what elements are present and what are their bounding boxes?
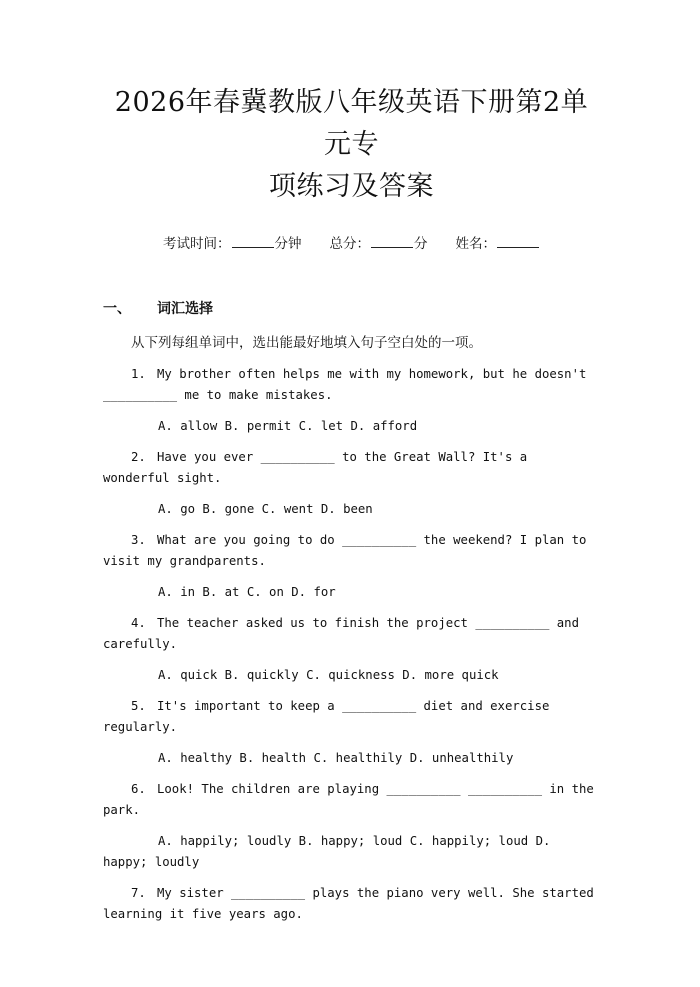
score-label: 总分： xyxy=(329,236,370,252)
document-title xyxy=(103,82,600,208)
score-unit: 分 xyxy=(414,236,428,252)
name-label: 姓名： xyxy=(455,236,496,252)
time-blank xyxy=(232,235,274,248)
question-options: A. in B. at C. on D. for xyxy=(158,585,336,599)
score-field xyxy=(330,232,428,252)
section-title: 词汇选择 xyxy=(157,301,213,317)
question-number: 4. xyxy=(131,616,146,630)
question-options: A. healthy B. health C. healthily D. unhealthily xyxy=(158,751,514,765)
section-number: 一、 xyxy=(103,301,131,317)
question-3 xyxy=(103,530,600,603)
question-text: My sister __________ plays the piano very well. She started learning it five years ago. xyxy=(103,886,594,921)
question-5 xyxy=(103,696,600,769)
time-label: 考试时间： xyxy=(163,236,231,252)
question-number: 2. xyxy=(131,450,146,464)
question-text: What are you going to do __________ the weekend? I plan to visit my grandparents. xyxy=(103,533,587,568)
question-options: A. happily; loudly B. happy; loud C. happily; loud D. happy; loudly xyxy=(103,834,551,869)
question-options: A. allow B. permit C. let D. afford xyxy=(158,419,418,433)
title-line-1: 2026年春冀教版八年级英语下册第2单元专 xyxy=(114,87,589,160)
name-blank xyxy=(497,235,539,248)
question-4 xyxy=(103,613,600,686)
score-blank xyxy=(371,235,413,248)
question-text: My brother often helps me with my homework, but he doesn't __________ me to make mistakes. xyxy=(103,367,587,402)
question-text: It's important to keep a __________ diet and exercise regularly. xyxy=(103,699,550,734)
question-number: 7. xyxy=(131,886,146,900)
name-field xyxy=(456,232,541,252)
question-text: Have you ever __________ to the Great Wall? It's a wonderful sight. xyxy=(103,450,528,485)
question-number: 3. xyxy=(131,533,146,547)
title-line-2: 项练习及答案 xyxy=(269,171,434,202)
instruction: 从下列每组单词中，选出能最好地填入句子空白处的一项。 xyxy=(131,335,482,351)
question-2 xyxy=(103,447,600,520)
question-text: Look! The children are playing __________ __________ in the park. xyxy=(103,782,594,817)
question-1 xyxy=(103,364,600,437)
question-number: 5. xyxy=(131,699,146,713)
question-text: The teacher asked us to finish the project __________ and carefully. xyxy=(103,616,579,651)
question-7 xyxy=(103,883,600,925)
time-unit: 分钟 xyxy=(274,236,302,252)
question-number: 6. xyxy=(131,782,146,796)
question-options: A. go B. gone C. went D. been xyxy=(158,502,373,516)
question-options: A. quick B. quickly C. quickness D. more quick xyxy=(158,668,499,682)
question-6 xyxy=(103,779,600,873)
time-field xyxy=(163,232,302,252)
exam-meta xyxy=(103,232,600,252)
document-page xyxy=(0,82,700,987)
question-number: 1. xyxy=(131,367,146,381)
section-heading xyxy=(103,298,600,318)
